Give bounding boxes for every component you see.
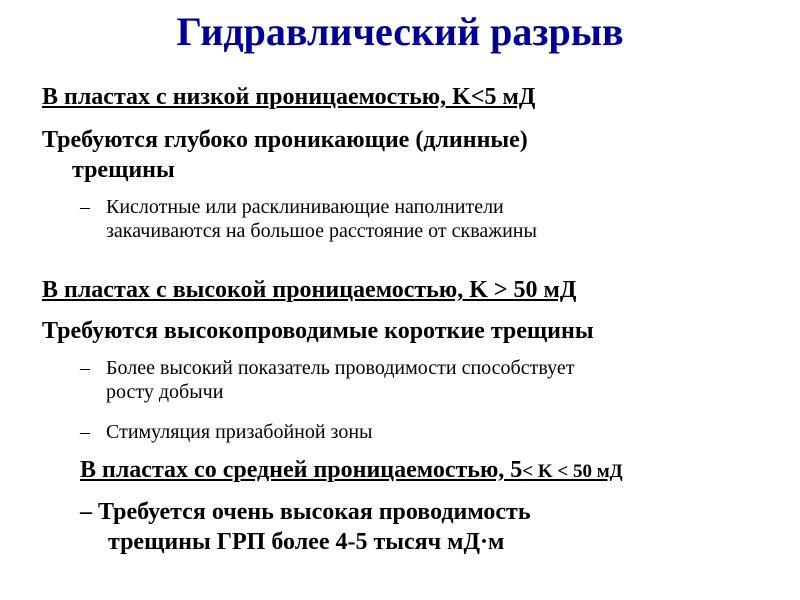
low-sub-item-1 bbox=[80, 195, 760, 243]
low-permeability-requirement bbox=[42, 125, 742, 185]
medium-heading-start: В пластах со средней проницаемостью, 5 bbox=[80, 457, 523, 483]
low-sub-item-1-line-1: Кислотные или расклинивающие наполнители bbox=[106, 196, 504, 218]
low-requirement-line-1: Требуются глубоко проникающие (длинные) bbox=[42, 127, 528, 153]
low-sub-item-1-text bbox=[106, 195, 760, 243]
high-sub-item-2 bbox=[80, 420, 760, 444]
low-requirement-line-2: трещины bbox=[72, 157, 175, 183]
medium-heading-end: < K < 50 мД bbox=[522, 461, 623, 482]
high-permeability-requirement: Требуются высокопроводимые короткие трещины bbox=[42, 318, 594, 344]
medium-permeability-heading bbox=[80, 455, 623, 487]
dash-bullet: – bbox=[80, 196, 90, 218]
high-sub-item-1-line-1: Более высокий показатель проводимости способствует bbox=[106, 357, 575, 379]
dash-bullet: – bbox=[80, 421, 90, 443]
low-permeability-heading: В пластах с низкой проницаемостью, K<5 мД bbox=[42, 84, 536, 110]
dash-bullet: – bbox=[80, 357, 90, 379]
medium-requirement-line-1: – Требуется очень высокая проводимость bbox=[80, 499, 531, 525]
slide-title: Гидравлический разрыв bbox=[176, 9, 624, 54]
high-permeability-heading: В пластах с высокой проницаемостью, K > 50 мД bbox=[42, 277, 577, 303]
low-sub-item-1-line-2: закачиваются на большое расстояние от скважины bbox=[106, 220, 537, 242]
high-sub-item-1 bbox=[80, 356, 760, 404]
high-sub-item-2-text: Стимуляция призабойной зоны bbox=[106, 421, 373, 443]
medium-requirement-line-2: трещины ГРП более 4-5 тысяч мД·м bbox=[108, 529, 505, 555]
medium-permeability-requirement bbox=[80, 497, 720, 557]
high-sub-item-1-line-2: росту добычи bbox=[106, 381, 224, 403]
high-sub-item-1-text bbox=[106, 356, 760, 404]
